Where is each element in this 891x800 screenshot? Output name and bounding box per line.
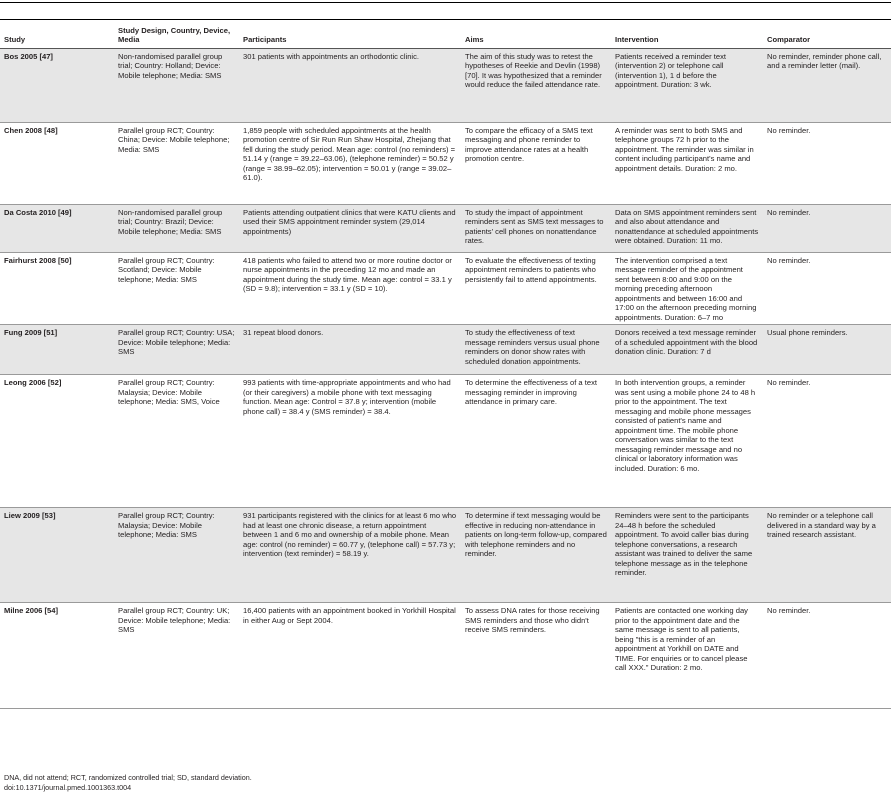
aims-cell: To assess DNA rates for those receiving SMS reminders and those who didn't receive SMS reminders.	[461, 603, 611, 709]
table-row	[0, 325, 891, 375]
aims-cell: To study the effectiveness of text message reminders versus usual phone reminders on donor show rates with scheduled donation appointments.	[461, 325, 611, 375]
table-row	[0, 204, 891, 252]
comparator-cell: No reminder.	[763, 122, 891, 204]
participants-cell: Patients attending outpatient clinics that were KATU clients and used their SMS appointment reminder system (29,014 appointments)	[239, 204, 461, 252]
participants-cell: 31 repeat blood donors.	[239, 325, 461, 375]
intervention-cell: Data on SMS appointment reminders sent and also about attendance and nonattendance at scheduled appointments were obtained. Duration: 11 mo.	[611, 204, 763, 252]
intervention-cell: The intervention comprised a text message reminder of the appointment sent between 8:00 and 9:00 on the morning preceding afternoon appointments and between 16:00 and 17:00 on the afternoon preceding morning appointments. Duration: 6–7 mo	[611, 252, 763, 325]
intervention-cell: Donors received a text message reminder of a scheduled appointment with the blood donation clinic. Duration: 7 d	[611, 325, 763, 375]
participants-cell: 16,400 patients with an appointment booked in Yorkhill Hospital in either Aug or Sept 2004.	[239, 603, 461, 709]
table-row	[0, 603, 891, 709]
comparator-cell: No reminder.	[763, 603, 891, 709]
intervention-cell: Patients are contacted one working day prior to the appointment date and the same message is sent to all patients, being "this is a reminder of an appointment at Yorkhill on DATE and TIME. For enquiries or to cancel please call XXX." Duration: 2 mo.	[611, 603, 763, 709]
intervention-cell: Patients received a reminder text (intervention 2) or telephone call (intervention 1), 1 d before the appointment. Duration: 3 wk.	[611, 48, 763, 122]
table-row	[0, 375, 891, 508]
header-row	[0, 20, 891, 48]
comparator-cell: No reminder.	[763, 252, 891, 325]
table-row	[0, 122, 891, 204]
study-cell: Leong 2006 [52]	[0, 375, 114, 508]
aims-cell: To determine if text messaging would be effective in reducing non-attendance in patients on long-term follow-up, compared with telephone reminders and no reminder.	[461, 508, 611, 603]
participants-cell: 931 participants registered with the clinics for at least 6 mo who had at least one chronic disease, a return appointment between 1 and 6 mo and ownership of a mobile phone. Mean age: control (no reminder) = 60.77 y, (telephone call) = 57.73 y; intervention (text reminder) = 58.19 y.	[239, 508, 461, 603]
table-row	[0, 508, 891, 603]
comparator-cell: No reminder.	[763, 204, 891, 252]
top-rule	[0, 2, 891, 3]
table-footnote: DNA, did not attend; RCT, randomized controlled trial; SD, standard deviation.	[4, 773, 252, 782]
doi-link[interactable]: doi:10.1371/journal.pmed.1001363.t004	[4, 783, 132, 792]
table-row	[0, 252, 891, 325]
aims-cell: The aim of this study was to retest the hypotheses of Reekie and Devlin (1998) [70]. It was hypothesized that a reminder would reduce the failed attendance rate.	[461, 48, 611, 122]
study-cell: Milne 2006 [54]	[0, 603, 114, 709]
participants-cell: 418 patients who failed to attend two or more routine doctor or nurse appointments in the preceding 12 mo and made an appointment during the study time. Mean age: control = 33.1 y (SD = 9.8); intervention = 33.1 y (SD = 10).	[239, 252, 461, 325]
comparator-cell: No reminder or a telephone call delivered in a standard way by a trained research assistant.	[763, 508, 891, 603]
column-header-aims: Aims	[461, 20, 611, 48]
design-cell: Parallel group RCT; Country: Scotland; Device: Mobile telephone; Media: SMS	[114, 252, 239, 325]
study-cell: Chen 2008 [48]	[0, 122, 114, 204]
design-cell: Parallel group RCT; Country: UK; Device: Mobile telephone; Media: SMS	[114, 603, 239, 709]
design-cell: Parallel group RCT; Country: Malaysia; Device: Mobile telephone; Media: SMS	[114, 508, 239, 603]
comparator-cell: No reminder, reminder phone call, and a reminder letter (mail).	[763, 48, 891, 122]
column-header-comparator: Comparator	[763, 20, 891, 48]
column-header-participants: Participants	[239, 20, 461, 48]
design-cell: Non-randomised parallel group trial; Country: Holland; Device: Mobile telephone; Media: SMS	[114, 48, 239, 122]
aims-cell: To compare the efficacy of a SMS text messaging and phone reminder to improve attendance rates at a health promotion centre.	[461, 122, 611, 204]
design-cell: Parallel group RCT; Country: USA; Device: Mobile telephone; Media: SMS	[114, 325, 239, 375]
design-cell: Non-randomised parallel group trial; Country: Brazil; Device: Mobile telephone; Media: SMS	[114, 204, 239, 252]
design-cell: Parallel group RCT; Country: Malaysia; Device: Mobile telephone; Media: SMS, Voice	[114, 375, 239, 508]
study-cell: Fung 2009 [51]	[0, 325, 114, 375]
studies-table	[0, 20, 891, 709]
comparator-cell: No reminder.	[763, 375, 891, 508]
study-cell: Fairhurst 2008 [50]	[0, 252, 114, 325]
table-row	[0, 48, 891, 122]
aims-cell: To study the impact of appointment reminders sent as SMS text messages to patients' cell phones on nonattendance rates.	[461, 204, 611, 252]
table-footer	[4, 773, 252, 793]
intervention-cell: A reminder was sent to both SMS and telephone groups 72 h prior to the appointment. The reminder was similar in content including participant's name and appointment details. Duration: 2 mo.	[611, 122, 763, 204]
participants-cell: 1,859 people with scheduled appointments at the health promotion centre of Sir Run Run Shaw Hospital, Zhejiang that fell during the study period. Mean age: control (no reminders) = 51.14 y (range = 39.22–63.06), (telephone reminder) = 50.52 y (range = 38.99–62.05); intervention = 50.01 y (range = 39.02–61.0).	[239, 122, 461, 204]
aims-cell: To determine the effectiveness of a text messaging reminder in improving attendance in primary care.	[461, 375, 611, 508]
aims-cell: To evaluate the effectiveness of texting appointment reminders to patients who persistently fail to attend appointments.	[461, 252, 611, 325]
participants-cell: 301 patients with appointments an orthodontic clinic.	[239, 48, 461, 122]
study-cell: Bos 2005 [47]	[0, 48, 114, 122]
study-cell: Liew 2009 [53]	[0, 508, 114, 603]
comparator-cell: Usual phone reminders.	[763, 325, 891, 375]
column-header-design: Study Design, Country, Device, Media	[114, 20, 239, 48]
design-cell: Parallel group RCT; Country: China; Device: Mobile telephone; Media: SMS	[114, 122, 239, 204]
study-cell: Da Costa 2010 [49]	[0, 204, 114, 252]
column-header-study: Study	[0, 20, 114, 48]
participants-cell: 993 patients with time-appropriate appointments and who had (or their caregivers) a mobile phone with text messaging function. Mean age: Control = 37.8 y; intervention (mobile phone call) = 38.4 y (SMS reminder) = 38.4.	[239, 375, 461, 508]
intervention-cell: Reminders were sent to the participants 24–48 h before the scheduled appointment. To avoid caller bias during telephone conversations, a research assistant was trained to deliver the same telephone message as in the telephone reminder.	[611, 508, 763, 603]
intervention-cell: In both intervention groups, a reminder was sent using a mobile phone 24 to 48 h prior to the appointment. The text messaging and mobile phone messages consisted of patient's name and appointment time. The mobile phone conversation was similar to the text messaging reminder message and no clinical or laboratory information was included. Duration: 6 mo.	[611, 375, 763, 508]
column-header-intervention: Intervention	[611, 20, 763, 48]
